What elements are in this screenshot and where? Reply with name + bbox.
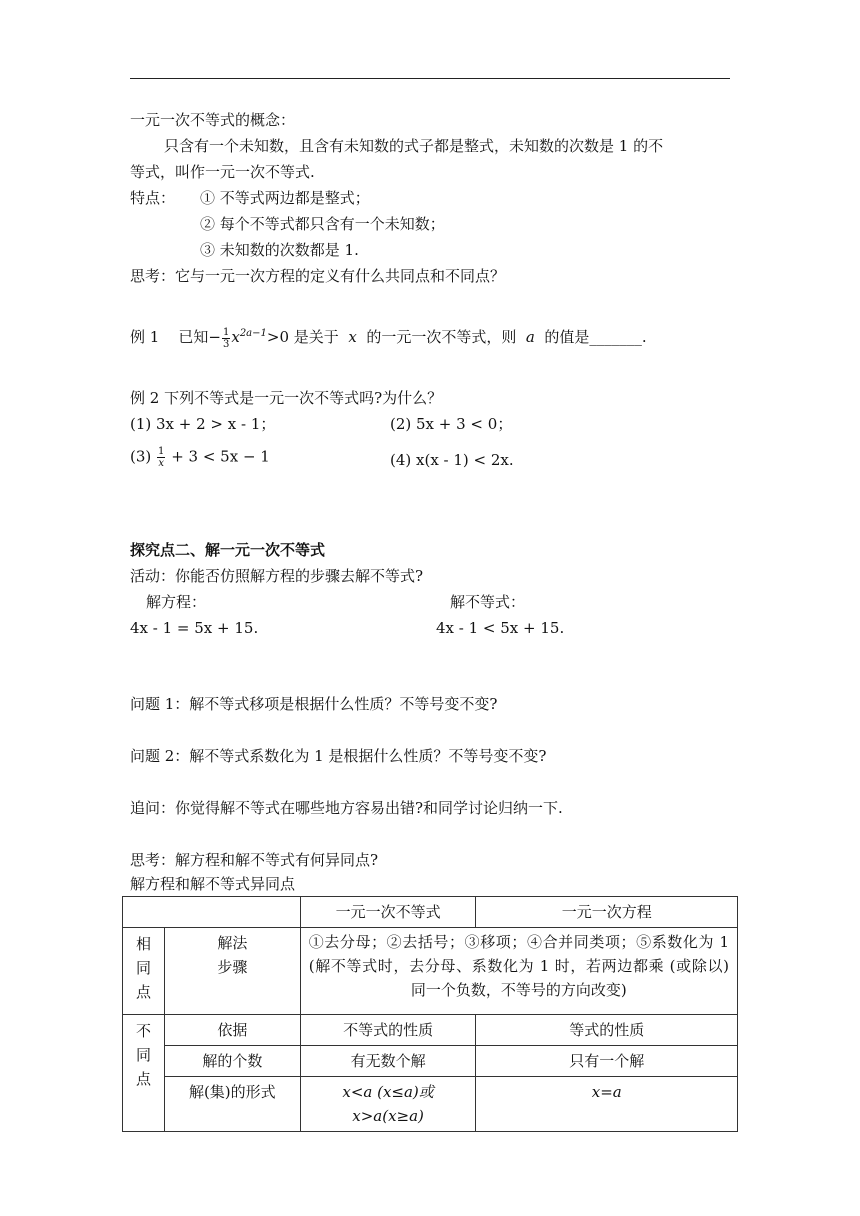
table-row-count bbox=[123, 1046, 738, 1077]
example-1-var-a: a bbox=[525, 328, 535, 346]
table-caption: 解方程和解不等式异同点 bbox=[130, 875, 296, 893]
example-1-var: x bbox=[231, 328, 240, 346]
example-2-item-4: (4) x(x - 1) < 2x. bbox=[390, 451, 514, 469]
equation: 4x - 1 = 5x + 15. bbox=[130, 619, 259, 637]
example-2-item-1: (1) 3x + 2 > x - 1； bbox=[130, 415, 276, 433]
table-row-form bbox=[123, 1077, 738, 1132]
question-2: 问题 2：解不等式系数化为 1 是根据什么性质？不等号变不变? bbox=[130, 747, 547, 765]
definition-line-1: 只含有一个未知数，且含有未知数的式子都是整式，未知数的次数是 1 的不 bbox=[164, 137, 664, 155]
section-2-heading: 探究点二、解一元一次不等式 bbox=[130, 541, 326, 559]
item-3-rest: + 3 < 5x − 1 bbox=[171, 447, 270, 466]
count-equation: 只有一个解 bbox=[476, 1046, 738, 1077]
example-1-text-1: >0 是关于 bbox=[266, 328, 339, 346]
basis-label: 依据 bbox=[164, 1015, 300, 1046]
basis-inequality: 不等式的性质 bbox=[300, 1015, 476, 1046]
table-row-basis bbox=[123, 1015, 738, 1046]
table-corner bbox=[123, 897, 301, 928]
concept-heading: 一元一次不等式的概念： bbox=[130, 111, 296, 129]
example-2-item-3 bbox=[130, 446, 270, 469]
method-label: 解法 步骤 bbox=[164, 928, 300, 1015]
feature-1: ① 不等式两边都是整式； bbox=[200, 189, 370, 207]
example-1 bbox=[130, 324, 647, 350]
follow-up-question: 追问：你觉得解不等式在哪些地方容易出错?和同学讨论归纳一下. bbox=[130, 799, 563, 817]
example-1-prefix: 已知− bbox=[178, 328, 221, 346]
example-1-var-x: x bbox=[348, 328, 357, 346]
example-1-label: 例 1 bbox=[130, 328, 160, 346]
table-header-row bbox=[123, 897, 738, 928]
header-equation: 一元一次方程 bbox=[476, 897, 738, 928]
features-label: 特点： bbox=[130, 189, 176, 207]
different-points-label: 不 同 点 bbox=[123, 1015, 165, 1132]
feature-3: ③ 未知数的次数都是 1. bbox=[200, 241, 359, 259]
form-label: 解(集)的形式 bbox=[164, 1077, 300, 1132]
think-2: 思考：解方程和解不等式有何异同点? bbox=[130, 851, 379, 869]
example-1-text-3: 的值是_______. bbox=[544, 328, 647, 346]
item-3-fraction: $\frac{1}{x}$ bbox=[158, 446, 165, 469]
solve-equation-label: 解方程： bbox=[146, 593, 207, 611]
header-rule bbox=[130, 78, 730, 79]
same-points-label: 相 同 点 bbox=[123, 928, 165, 1015]
form-equation: x=a bbox=[476, 1077, 738, 1132]
comparison-table bbox=[122, 896, 738, 1132]
example-1-fraction: $\frac{1}{3}$ bbox=[222, 326, 230, 350]
form-inequality: x<a (x≤a)或 x>a(x≥a) bbox=[300, 1077, 476, 1132]
activity-text: 活动：你能否仿照解方程的步骤去解不等式? bbox=[130, 567, 424, 585]
concept-think: 思考：它与一元一次方程的定义有什么共同点和不同点？ bbox=[130, 267, 506, 285]
example-2-title: 例 2 下列不等式是一元一次不等式吗?为什么？ bbox=[130, 389, 443, 407]
definition-line-2: 等式，叫作一元一次不等式. bbox=[130, 163, 315, 181]
feature-2: ② 每个不等式都只含有一个未知数； bbox=[200, 215, 445, 233]
question-1: 问题 1：解不等式移项是根据什么性质？不等号变不变? bbox=[130, 695, 498, 713]
item-3-prefix: (3) bbox=[130, 447, 152, 466]
example-1-exponent: 2a−1 bbox=[239, 328, 267, 339]
example-1-text-2: 的一元一次不等式，则 bbox=[366, 328, 517, 346]
solve-inequality-label: 解不等式： bbox=[450, 593, 526, 611]
inequality: 4x - 1 < 5x + 15. bbox=[436, 619, 565, 637]
example-2-item-2: (2) 5x + 3 < 0； bbox=[390, 415, 513, 433]
count-label: 解的个数 bbox=[164, 1046, 300, 1077]
table-row-method bbox=[123, 928, 738, 1015]
count-inequality: 有无数个解 bbox=[300, 1046, 476, 1077]
basis-equation: 等式的性质 bbox=[476, 1015, 738, 1046]
method-text: ①去分母；②去括号；③移项；④合并同类项；⑤系数化为 1 (解不等式时，去分母、系数化为 1 时，若两边都乘 (或除以) 同一个负数，不等号的方向改变) bbox=[300, 928, 737, 1015]
header-inequality: 一元一次不等式 bbox=[300, 897, 476, 928]
